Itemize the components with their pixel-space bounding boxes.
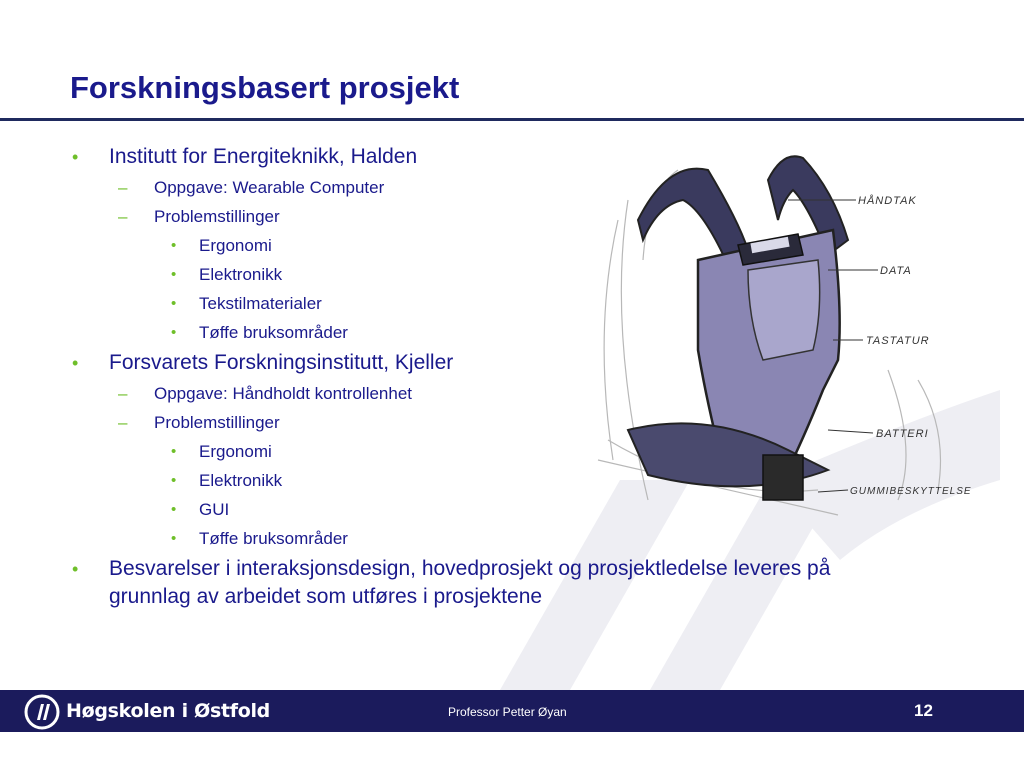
bullet-text: Tøffe bruksområder (199, 529, 348, 548)
bullet-text: GUI (199, 500, 230, 519)
bullet-text: Oppgave: Håndholdt kontrollenhet (154, 384, 413, 403)
bullet-text: Elektronikk (199, 265, 283, 284)
vest-left-strap (638, 169, 748, 265)
bullet-text: Tøffe bruksområder (199, 323, 348, 342)
bullet-dash: – (118, 207, 128, 226)
sketch-label-batteri: BATTERI (876, 428, 929, 440)
bullet-text: Problemstillinger (154, 207, 280, 226)
bullet-dot: • (171, 266, 177, 283)
bullet-dash: – (118, 178, 128, 197)
vest-pocket (748, 260, 820, 360)
bullet-text: Elektronikk (199, 471, 283, 490)
vest-battery (763, 455, 803, 500)
bullet-text: Oppgave: Wearable Computer (154, 178, 385, 197)
vest-sketch-image (588, 130, 1024, 520)
bullet-dot: • (171, 295, 177, 312)
bullet-dot: • (171, 530, 177, 547)
bullet-dash: – (118, 384, 128, 403)
bullet-text: Ergonomi (199, 236, 272, 255)
bullet-text: Problemstillinger (154, 413, 280, 432)
bullet-dot: • (171, 472, 177, 489)
title-divider (0, 118, 1024, 121)
page-number: 12 (914, 701, 933, 720)
bullet-text: Institutt for Energiteknikk, Halden (109, 145, 418, 168)
bullet-dot: • (171, 237, 177, 254)
bullet-dot: • (72, 147, 79, 167)
bullet-text: Besvarelser i interaksjonsdesign, hovedprosjekt og prosjektledelse leveres på grunnlag av arbeidet som utføres i prosjektene (109, 557, 831, 608)
bullet-dot: • (72, 559, 79, 579)
bullet-text: Forsvarets Forskningsinstitutt, Kjeller (109, 351, 454, 374)
presenter-name: Professor Petter Øyan (448, 705, 567, 719)
bullet-dot: • (171, 501, 177, 518)
school-name: Høgskolen i Østfold (66, 700, 270, 722)
bullet-dot: • (72, 353, 79, 373)
list-item (154, 524, 892, 553)
list-item (72, 555, 899, 611)
bullet-text: Ergonomi (199, 442, 272, 461)
school-logo-icon (24, 694, 60, 730)
sketch-label-gummibeskyttelse: GUMMIBESKYTTELSE (850, 486, 972, 497)
bullet-dash: – (118, 413, 128, 432)
sketch-label-data: DATA (880, 265, 912, 277)
bullet-dot: • (171, 443, 177, 460)
sketch-label-tastatur: TASTATUR (866, 335, 930, 347)
bullet-text: Tekstilmaterialer (199, 294, 322, 313)
sketch-label-handtak: HÅNDTAK (858, 195, 917, 207)
bullet-dot: • (171, 324, 177, 341)
slide-title: Forskningsbasert prosjekt (70, 70, 460, 105)
